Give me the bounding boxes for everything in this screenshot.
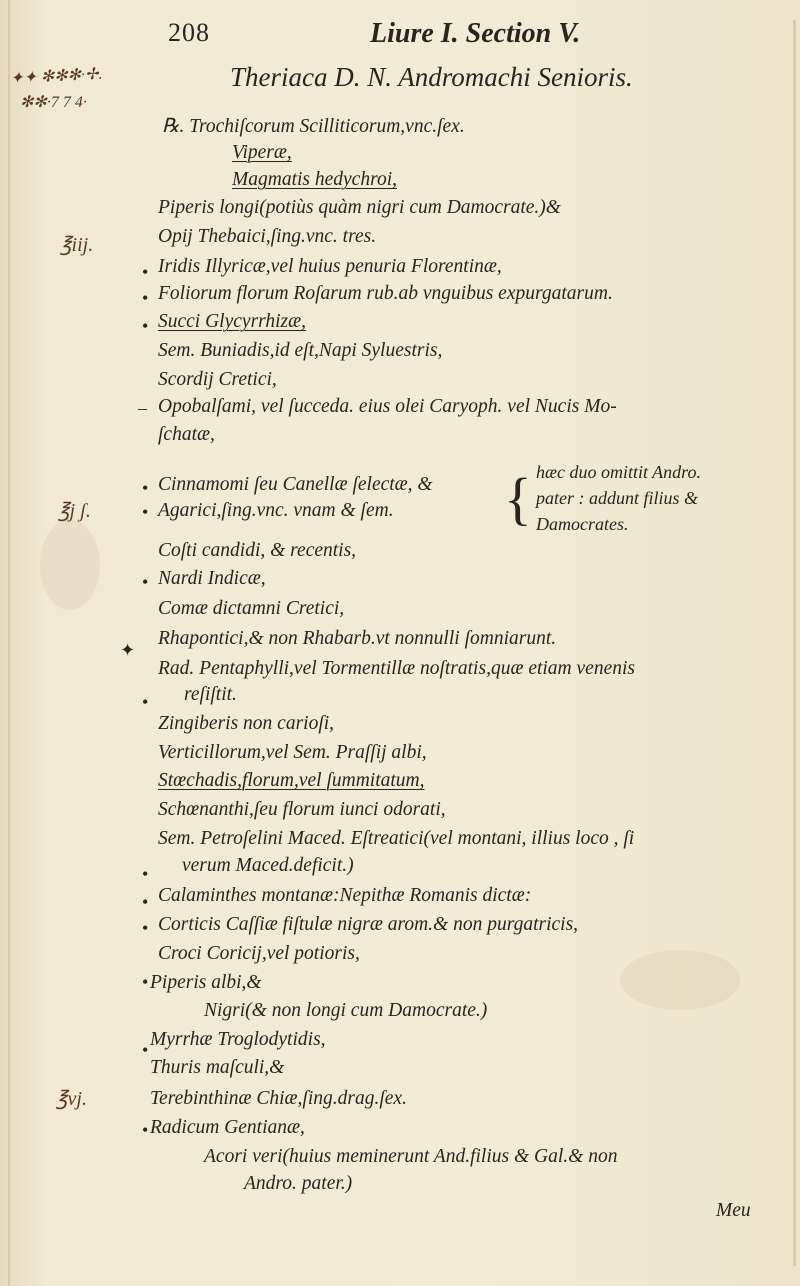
- bullet-mark: •: [142, 918, 149, 938]
- recipe-line: verum Maced.deficit.): [182, 855, 354, 876]
- bullet-mark: •: [142, 1120, 149, 1140]
- recipe-line: Nardi Indicæ,: [158, 568, 266, 589]
- recipe-line: Rad. Pentaphylli,vel Tormentillæ noſtratis,quæ etiam venenis: [158, 658, 635, 679]
- recipe-line: Calaminthes montanæ:Nepithæ Romanis dictæ:: [158, 885, 532, 906]
- handwritten-margin-scrawl: ✦✦ ✻✻✻·✢.: [9, 65, 103, 88]
- recipe-line: reſiſtit.: [184, 684, 237, 705]
- side-note-line: Damocrates.: [536, 514, 629, 534]
- recipe-line: Stœchadis,florum,vel ſummitatum,: [158, 770, 425, 791]
- bullet-mark: •: [142, 288, 149, 308]
- recipe-line: Radicum Gentianæ,: [150, 1117, 305, 1138]
- bullet-mark: •: [142, 892, 149, 912]
- running-head: Liure I. Section V.: [370, 18, 581, 49]
- recipe-line: Cinnamomi ſeu Canellæ ſelectæ, &: [158, 474, 433, 495]
- side-note-line: pater : addunt filius &: [536, 488, 698, 508]
- recipe-line: Zingiberis non carioſi,: [158, 713, 335, 734]
- recipe-line: Thuris maſculi,&: [150, 1057, 285, 1078]
- recipe-line: Scordij Cretici,: [158, 369, 277, 390]
- margin-note: ℥j ʃ.: [58, 500, 91, 522]
- recipe-line: Schœnanthi,ſeu florum iunci odorati,: [158, 799, 446, 820]
- paper-stain: [620, 950, 740, 1010]
- recipe-line: Agarici,ſing.vnc. vnam & ſem.: [158, 500, 394, 521]
- recipe-line: Viperæ,: [232, 142, 292, 163]
- page-header: [160, 18, 720, 58]
- recipe-line: ℞. Trochiſcorum Scilliticorum,vnc.ſex.: [162, 116, 465, 137]
- recipe-line: Sem. Buniadis,id eſt,Napi Syluestris,: [158, 340, 443, 361]
- recipe-title: Theriaca D. N. Andromachi Senioris.: [230, 62, 633, 92]
- recipe-line: Corticis Caſſiæ fiſtulæ nigræ arom.& non purgatricis,: [158, 914, 579, 935]
- bullet-mark: •: [142, 1040, 149, 1060]
- bullet-mark: •: [142, 972, 149, 992]
- bullet-mark: •: [142, 502, 149, 522]
- recipe-line: Foliorum florum Roſarum rub.ab vnguibus expurgatarum.: [158, 283, 613, 304]
- bullet-mark: ✦: [120, 640, 136, 660]
- bullet-mark: •: [142, 262, 149, 282]
- bullet-mark: •: [142, 864, 149, 884]
- recipe-line: Comæ dictamni Cretici,: [158, 598, 345, 619]
- handwritten-margin-scrawl: ✻✻·7 7 4·: [20, 94, 87, 111]
- recipe-line: ſchatæ,: [158, 424, 215, 445]
- recipe-line: Magmatis hedychroi,: [232, 169, 397, 190]
- recipe-line: Verticillorum,vel Sem. Praſſij albi,: [158, 742, 427, 763]
- page-number: 208: [168, 18, 210, 47]
- recipe-line: Rhapontici,& non Rhabarb.vt nonnulli ſomniarunt.: [158, 628, 557, 649]
- bullet-mark: •: [142, 316, 149, 336]
- paper-stain: [40, 520, 100, 610]
- recipe-line: Myrrhæ Troglodytidis,: [150, 1029, 326, 1050]
- recipe-line: Acori veri(huius meminerunt And.filius & Gal.& non: [204, 1146, 618, 1167]
- recipe-line: Opij Thebaici,ſing.vnc. tres.: [158, 226, 377, 247]
- recipe-line: Iridis Illyricæ,vel huius penuria Florentinæ,: [158, 256, 502, 277]
- recipe-line: Coſti candidi, & recentis,: [158, 540, 357, 561]
- recipe-line: Succi Glycyrrhizæ,: [158, 311, 307, 332]
- bullet-mark: –: [138, 398, 147, 418]
- catchword: Meu: [716, 1200, 751, 1221]
- bullet-mark: •: [142, 692, 149, 712]
- recipe-line: Terebinthinæ Chiæ,ſing.drag.ſex.: [150, 1088, 407, 1109]
- margin-note: ℥vj.: [56, 1088, 87, 1110]
- margin-note: ℥iij.: [60, 234, 94, 256]
- recipe-line: Nigri(& non longi cum Damocrate.): [204, 1000, 488, 1021]
- recipe-line: Sem. Petroſelini Maced. Eſtreatici(vel montani, illius loco , ſi: [158, 828, 635, 849]
- curly-brace: {: [504, 466, 532, 531]
- side-note-line: hæc duo omittit Andro.: [536, 462, 702, 482]
- page-edge: [793, 20, 796, 1266]
- recipe-line: Andro. pater.): [244, 1173, 353, 1194]
- bullet-mark: •: [142, 572, 149, 592]
- recipe-line: Croci Coricij,vel potioris,: [158, 943, 360, 964]
- recipe-line: Piperis albi,&: [150, 972, 262, 993]
- bullet-mark: •: [142, 478, 149, 498]
- recipe-line: Opobalſami, vel ſucceda. eius olei Caryoph. vel Nucis Mo-: [158, 396, 617, 417]
- gutter-shadow: [8, 0, 10, 1286]
- recipe-line: Piperis longi(potiùs quàm nigri cum Damocrate.)&: [158, 197, 561, 218]
